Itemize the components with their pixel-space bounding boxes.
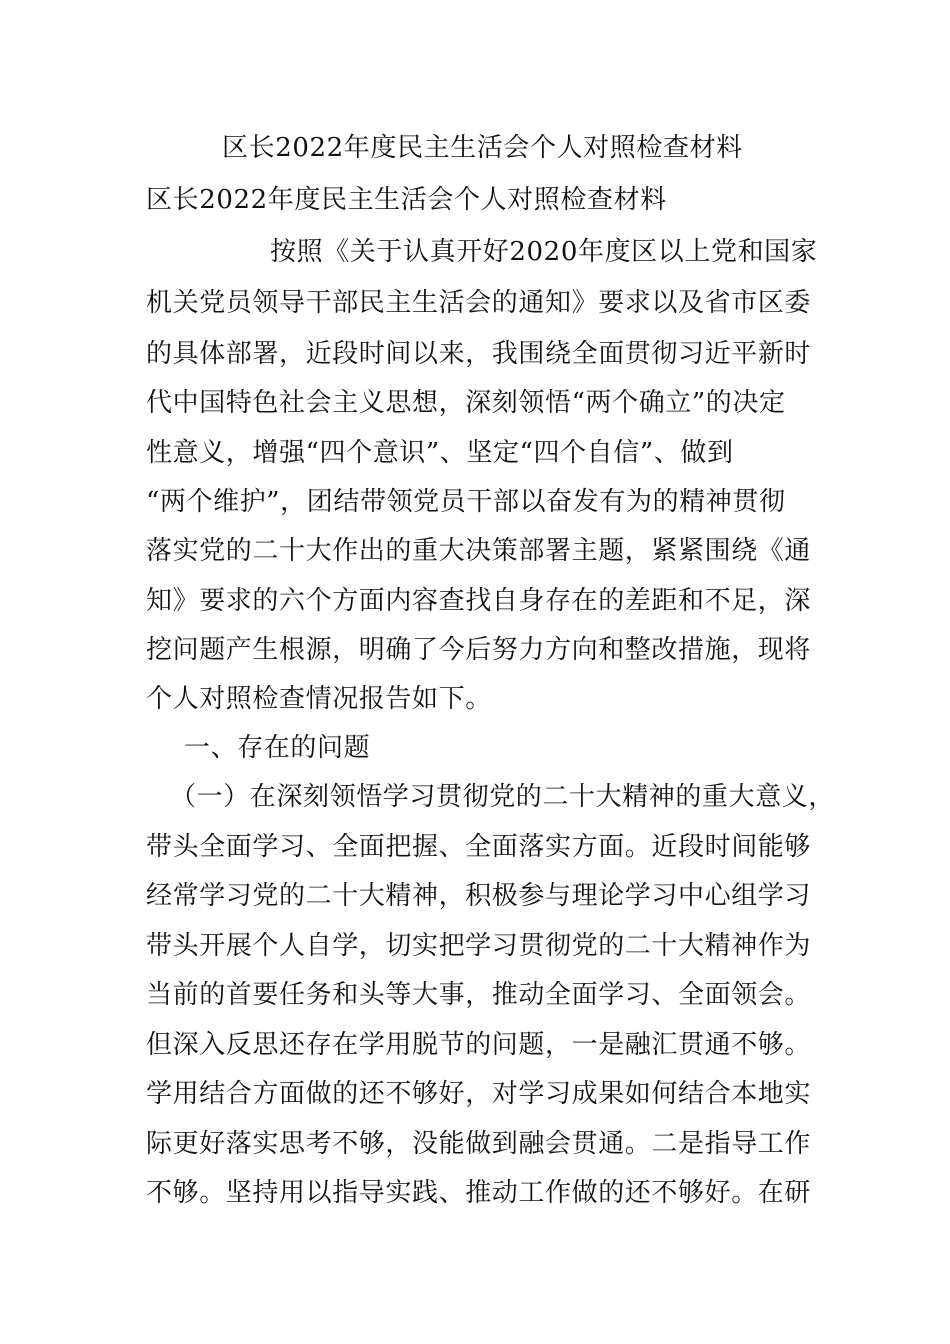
paragraph-2-line-6: 但深入反思还存在学用脱节的问题，一是融汇贯通不够。 — [146, 1030, 812, 1060]
paragraph-1-line-4: 代中国特色社会主义思想，深刻领悟“两个确立”的决定 — [146, 388, 786, 418]
section-heading: 一、存在的问题 — [184, 733, 371, 763]
paragraph-1-line-2: 机关党员领导干部民主生活会的通知》要求以及省市区委 — [146, 288, 812, 318]
paragraph-1-line-10: 个人对照检查情况报告如下。 — [146, 684, 492, 714]
paragraph-2-line-1: （一）在深刻领悟学习贯彻党的二十大精神的重大意义， — [170, 782, 836, 812]
paragraph-2-line-9: 不够。坚持用以指导实践、推动工作做的还不够好。在研 — [146, 1178, 812, 1208]
paragraph-2-line-5: 当前的首要任务和头等大事，推动全面学习、全面领会。 — [146, 980, 812, 1010]
paragraph-1-line-9: 挖问题产生根源，明确了今后努力方向和整改措施，现将 — [146, 635, 812, 665]
paragraph-2-line-8: 际更好落实思考不够，没能做到融会贯通。二是指导工作 — [146, 1129, 812, 1159]
paragraph-2-line-4: 带头开展个人自学，切实把学习贯彻党的二十大精神作为 — [146, 931, 812, 961]
paragraph-1-line-1: 按照《关于认真开好2020年度区以上党和国家 — [270, 237, 818, 267]
document-subtitle: 区长2022年度民主生活会个人对照检查材料 — [146, 185, 667, 215]
paragraph-2-line-2: 带头全面学习、全面把握、全面落实方面。近段时间能够 — [146, 832, 812, 862]
paragraph-1-line-3: 的具体部署，近段时间以来，我围绕全面贯彻习近平新时 — [146, 339, 812, 369]
paragraph-1-line-7: 落实党的二十大作出的重大决策部署主题，紧紧围绕《通 — [146, 536, 812, 566]
paragraph-2-line-3: 经常学习党的二十大精神，积极参与理论学习中心组学习 — [146, 881, 812, 911]
paragraph-1-line-5: 性意义，增强“四个意识”、坚定“四个自信”、做到 — [146, 438, 734, 468]
paragraph-1-line-8: 知》要求的六个方面内容查找自身存在的差距和不足，深 — [146, 586, 812, 616]
paragraph-1-line-6: “两个维护”，团结带领党员干部以奋发有为的精神贯彻 — [146, 487, 786, 517]
document-title: 区长2022年度民主生活会个人对照检查材料 — [222, 133, 743, 163]
paragraph-2-line-7: 学用结合方面做的还不够好，对学习成果如何结合本地实 — [146, 1079, 812, 1109]
